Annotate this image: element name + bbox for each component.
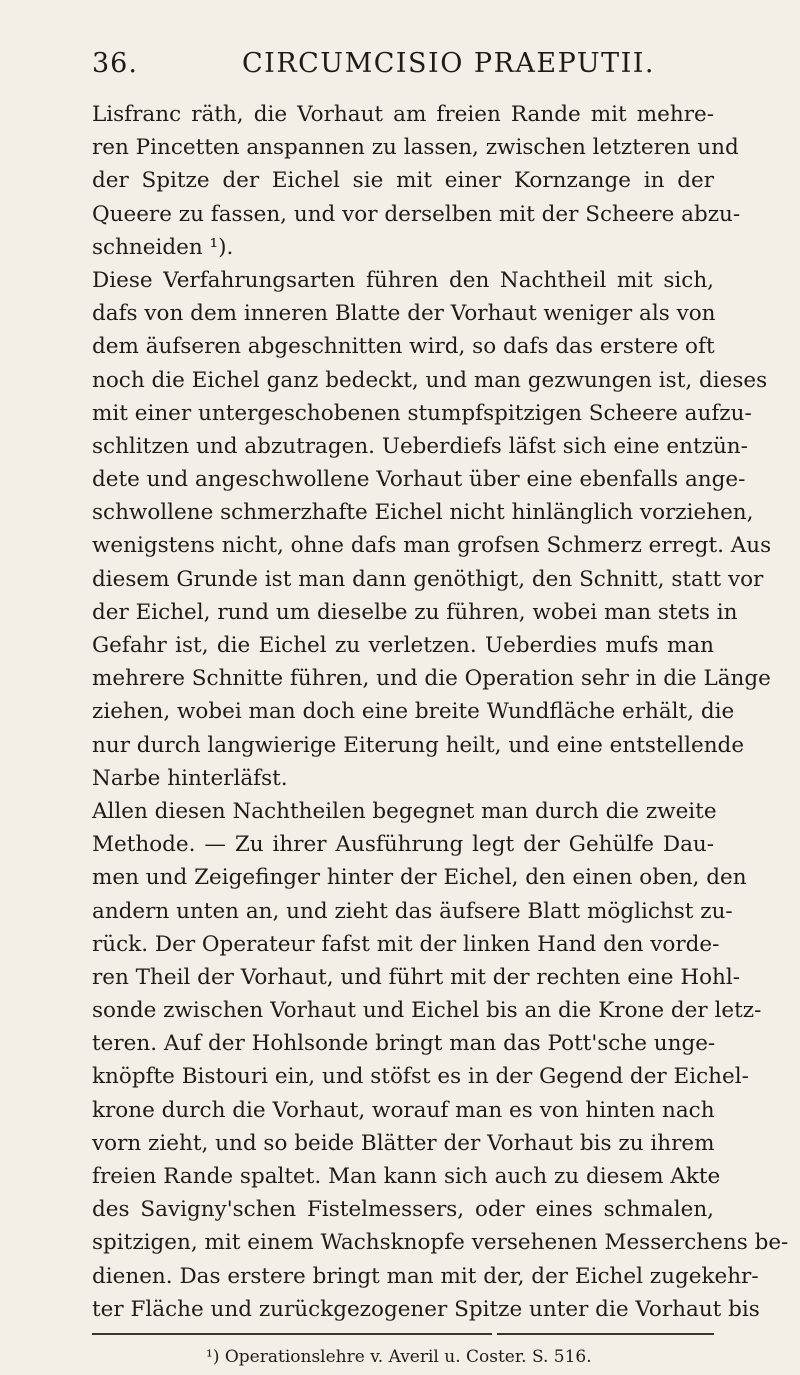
- text-line: schlitzen und abzutragen. Ueberdiefs läfst sich eine entzün-: [92, 433, 748, 459]
- text-line: men und Zeigefinger hinter der Eichel, den einen oben, den: [92, 865, 747, 891]
- text-line: teren. Auf der Hohlsonde bringt man das Pott'sche unge-: [92, 1031, 716, 1057]
- text-line: sonde zwischen Vorhaut und Eichel bis an die Krone der letz-: [92, 998, 762, 1024]
- text-line: Gefahr ist, die Eichel zu verletzen. Ueberdies mufs man: [92, 633, 714, 658]
- text-line: rück. Der Operateur fafst mit der linken Hand den vorde-: [92, 931, 720, 957]
- text-line: mehrere Schnitte führen, und die Operation sehr in die Länge: [92, 666, 771, 692]
- text-line: spitzigen, mit einem Wachsknopfe versehenen Messerchens be-: [92, 1230, 789, 1256]
- text-line: Narbe hinterläfst.: [92, 765, 288, 791]
- text-line: Lisfranc räth, die Vorhaut am freien Rande mit mehre-: [92, 102, 714, 127]
- text-line: Diese Verfahrungsarten führen den Nachtheil mit sich,: [92, 267, 714, 293]
- text-line: Methode. — Zu ihrer Ausführung legt der Gehülfe Dau-: [92, 832, 714, 858]
- page-header: [92, 48, 712, 88]
- text-line: krone durch die Vorhaut, worauf man es von hinten nach: [92, 1097, 715, 1123]
- running-title: CIRCUMCISIO PRAEPUTII.: [242, 48, 655, 79]
- text-line: ren Theil der Vorhaut, und führt mit der rechten eine Hohl-: [92, 964, 741, 990]
- text-line: vorn zieht, und so beide Blätter der Vorhaut bis zu ihrem: [92, 1130, 715, 1156]
- text-line: mit einer untergeschobenen stumpfspitzigen Scheere aufzu-: [92, 400, 752, 426]
- text-line: dete und angeschwollene Vorhaut über eine ebenfalls ange-: [92, 467, 746, 493]
- footnote-separator: [92, 1333, 714, 1336]
- text-line: ren Pincetten anspannen zu lassen, zwischen letzteren und: [92, 135, 739, 161]
- text-line: nur durch langwierige Eiterung heilt, und eine entstellende: [92, 732, 745, 758]
- text-line: andern unten an, und zieht das äufsere Blatt möglichst zu-: [92, 898, 733, 924]
- text-line: der Spitze der Eichel sie mit einer Kornzange in der: [92, 168, 714, 194]
- text-line: noch die Eichel ganz bedeckt, und man gezwungen ist, dieses: [92, 367, 768, 393]
- text-line: freien Rande spaltet. Man kann sich auch zu diesem Akte: [92, 1164, 721, 1189]
- text-line: ter Fläche und zurückgezogener Spitze unter die Vorhaut bis: [92, 1296, 760, 1322]
- text-line: des Savigny'schen Fistelmessers, oder eines schmalen,: [92, 1197, 714, 1223]
- text-line: dafs von dem inneren Blatte der Vorhaut weniger als von: [92, 301, 716, 327]
- text-line: knöpfte Bistouri ein, und stöfst es in der Gegend der Eichel-: [92, 1064, 749, 1090]
- text-line: Allen diesen Nachtheilen begegnet man durch die zweite: [92, 798, 717, 824]
- text-line: ziehen, wobei man doch eine breite Wundfläche erhält, die: [92, 699, 735, 725]
- text-line: schneiden ¹).: [92, 234, 234, 260]
- text-line: der Eichel, rund um dieselbe zu führen, wobei man stets in: [92, 599, 738, 625]
- text-line: diesem Grunde ist man dann genöthigt, den Schnitt, statt vor: [92, 566, 764, 592]
- text-line: Queere zu fassen, und vor derselben mit der Scheere abzu-: [92, 201, 741, 227]
- footnote: ¹) Operationslehre v. Averil u. Coster. S. 516.: [206, 1347, 592, 1367]
- text-line: dem äufseren abgeschnitten wird, so dafs das erstere oft: [92, 334, 715, 360]
- text-line: schwollene schmerzhafte Eichel nicht hinlänglich vorziehen,: [92, 500, 754, 526]
- page-number: 36.: [92, 48, 138, 79]
- text-line: wenigstens nicht, ohne dafs man grofsen Schmerz erregt. Aus: [92, 533, 772, 559]
- text-line: dienen. Das erstere bringt man mit der, der Eichel zugekehr-: [92, 1263, 759, 1289]
- body-text: [92, 98, 789, 1326]
